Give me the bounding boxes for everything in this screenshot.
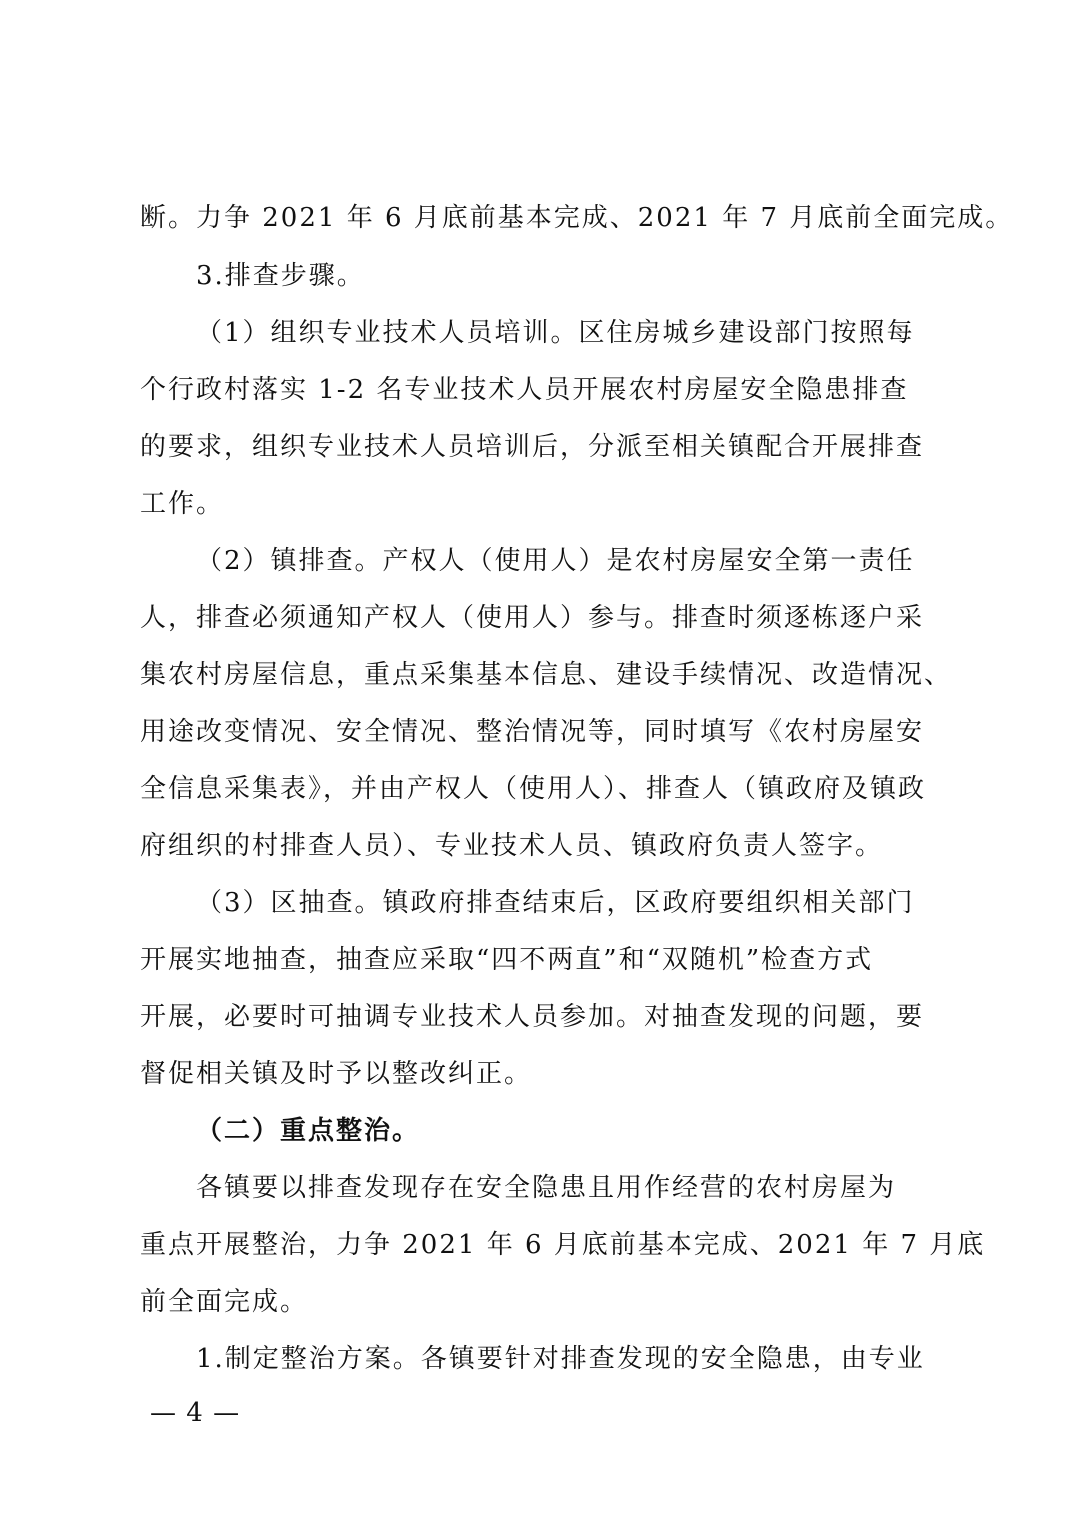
paragraph-line: 全信息采集表》，并由产权人（使用人）、排查人（镇政府及镇政	[140, 774, 927, 804]
paragraph-line: 开展，必要时可抽调专业技术人员参加。对抽查发现的问题，要	[140, 1002, 925, 1032]
paragraph-line: （1）组织专业技术人员培训。区住房城乡建设部门按照每	[196, 318, 915, 348]
paragraph-line: 各镇要以排查发现存在安全隐患且用作经营的农村房屋为	[196, 1173, 897, 1203]
paragraph-line: 用途改变情况、安全情况、整治情况等，同时填写《农村房屋安	[140, 717, 925, 747]
paragraph-line: 的要求，组织专业技术人员培训后，分派至相关镇配合开展排查	[140, 432, 925, 462]
section-heading: （二）重点整治。	[196, 1116, 421, 1146]
paragraph-line: 开展实地抽查，抽查应采取“四不两直”和“双随机”检查方式	[140, 945, 874, 975]
paragraph-line: 督促相关镇及时予以整改纠正。	[140, 1059, 533, 1089]
section-heading: 3.排查步骤。	[196, 261, 365, 291]
paragraph-line: （3）区抽查。镇政府排查结束后，区政府要组织相关部门	[196, 888, 915, 918]
paragraph-line: 工作。	[140, 489, 225, 519]
paragraph-line: 集农村房屋信息，重点采集基本信息、建设手续情况、改造情况、	[140, 660, 953, 690]
paragraph-line: 个行政村落实 1-2 名专业技术人员开展农村房屋安全隐患排查	[140, 375, 909, 405]
paragraph-line: 府组织的村排查人员）、专业技术人员、镇政府负责人签字。	[140, 831, 884, 861]
paragraph-line: 重点开展整治，力争 2021 年 6 月底前基本完成、2021 年 7 月底	[140, 1230, 986, 1260]
page-number: — 4 —	[150, 1398, 241, 1428]
paragraph-line: （2）镇排查。产权人（使用人）是农村房屋安全第一责任	[196, 546, 915, 576]
paragraph-line: 人，排查必须通知产权人（使用人）参与。排查时须逐栋逐户采	[140, 603, 925, 633]
paragraph-line: 前全面完成。	[140, 1287, 309, 1317]
paragraph-line: 1.制定整治方案。各镇要针对排查发现的安全隐患，由专业	[196, 1344, 925, 1374]
paragraph-line: 断。力争 2021 年 6 月底前基本完成、2021 年 7 月底前全面完成。	[140, 203, 1014, 233]
